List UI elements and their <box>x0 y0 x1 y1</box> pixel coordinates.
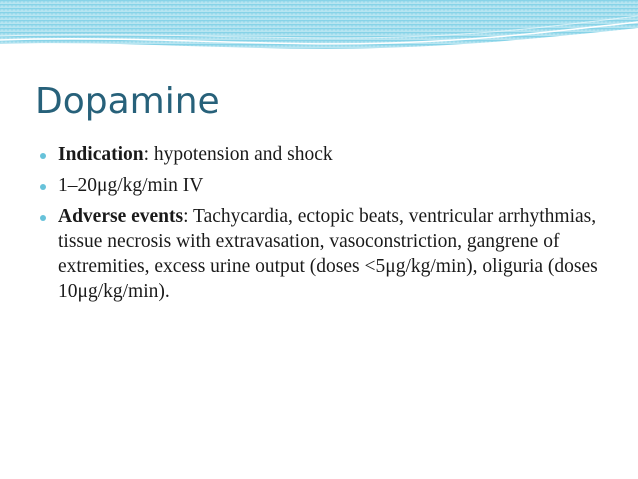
slide-title: Dopamine <box>35 81 220 122</box>
bullet-item-dose <box>38 173 608 198</box>
bullet-dot-icon <box>40 184 46 190</box>
bullet-term: Adverse events <box>58 206 184 227</box>
header-wave-decoration <box>0 0 638 62</box>
bullet-text: 1–20μg/kg/min IV <box>58 175 204 196</box>
bullet-term: Indication <box>58 144 144 165</box>
bullet-text: : Tachycardia, ectopic beats, ventricular arrhythmias, tissue necrosis with extravasation, vasoconstriction, gangrene of extremities, excess urine output (doses <5μg/kg/min), oliguria (doses 10μg/kg/min). <box>58 206 598 302</box>
bullet-item-adverse-events <box>38 204 608 304</box>
bullet-text: : hypotension and shock <box>143 144 333 165</box>
bullet-dot-icon <box>40 215 46 221</box>
bullet-dot-icon <box>40 153 46 159</box>
bullet-item-indication <box>38 142 608 167</box>
bullet-list <box>38 142 608 310</box>
